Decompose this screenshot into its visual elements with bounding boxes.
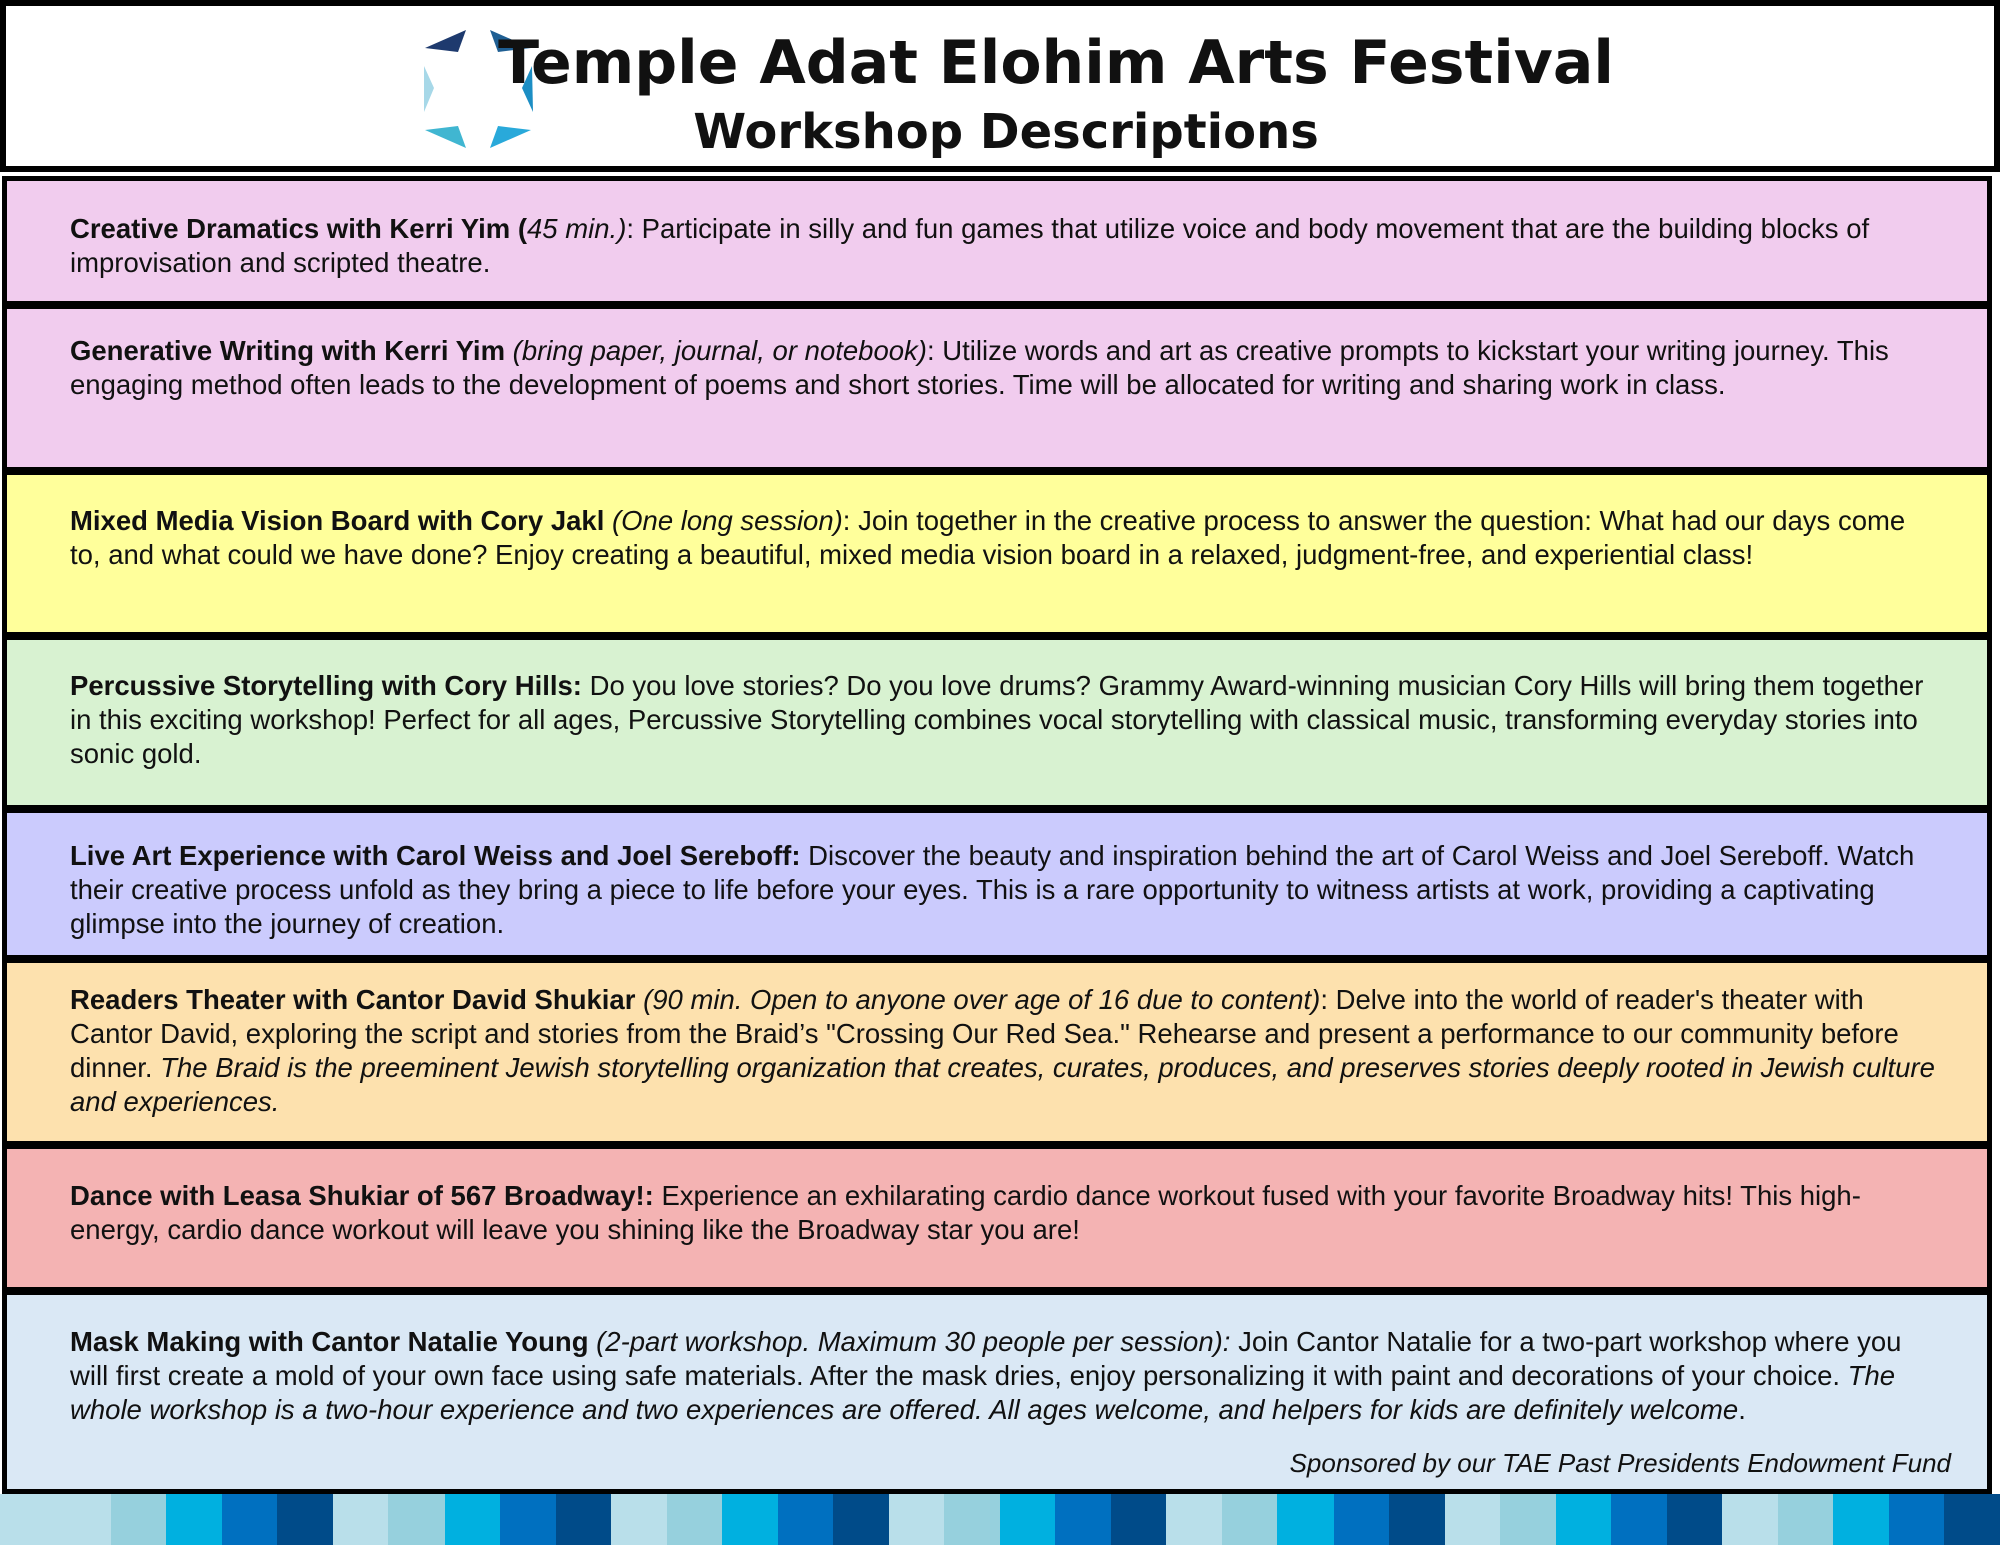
strip-block	[1722, 1494, 1778, 1545]
page-subtitle: Workshop Descriptions	[693, 104, 1319, 160]
strip-block	[166, 1494, 222, 1545]
workshop-description: : Join together in the creative process to answer the question: What had our days come to, and what could we have done? Enjoy creating a beautiful, mixed media vision board in a relaxed, judgment-free, and experiential class!	[70, 505, 1906, 570]
strip-block	[1000, 1494, 1055, 1545]
strip-block	[722, 1494, 778, 1545]
workshop-heading: Live Art Experience with Carol Weiss and Joel Sereboff:	[70, 840, 801, 871]
workshop-note: 45 min.)	[527, 213, 627, 244]
strip-block	[944, 1494, 1000, 1545]
workshop-note: (bring paper, journal, or notebook)	[505, 335, 927, 366]
page-header	[0, 0, 2000, 172]
strip-block	[333, 1494, 388, 1545]
workshop-description: Join Cantor Natalie for a two-part workshop where you will first create a mold of your own face using safe materials. After the mask dries, enjoy personalizing it with paint and decorations of your choice.	[70, 1326, 1902, 1391]
workshop-heading: Dance with Leasa Shukiar of 567 Broadway!:	[70, 1180, 654, 1211]
workshop-description: Discover the beauty and inspiration behind the art of Carol Weiss and Joel Sereboff. Watch their creative process unfold as they bring a piece to life before your eyes. This is a rare opportunity to witness artists at work, providing a captivating glimpse into the journey of creation.	[70, 840, 1915, 939]
workshop-readers-theater	[2, 958, 1992, 1146]
workshop-note: (90 min. Open to anyone over age of 16 due to content)	[635, 984, 1321, 1015]
strip-block	[1500, 1494, 1556, 1545]
workshop-creative-dramatics: Creative Dramatics with Kerri Yim (45 min.): Participate in silly and fun games that utilize voice and body movement that are the building blocks of improvisation and scripted theatre.	[2, 176, 1992, 306]
workshop-dance	[2, 1144, 1992, 1292]
workshop-percussive-storytelling	[2, 635, 1992, 810]
strip-block	[667, 1494, 722, 1545]
workshop-note: (One long session)	[604, 505, 843, 536]
strip-block	[1667, 1494, 1722, 1545]
strip-block	[1889, 1494, 1944, 1545]
strip-block	[500, 1494, 556, 1545]
workshop-description: : Utilize words and art as creative prompts to kickstart your writing journey. This engaging method often leads to the development of poems and short stories. Time will be allocated for writing and sharing work in class.	[70, 335, 1889, 400]
workshop-heading: Mixed Media Vision Board with Cory Jakl	[70, 505, 605, 536]
workshop-heading: Creative Dramatics with Kerri Yim	[70, 213, 511, 244]
workshop-description: : Participate in silly and fun games that utilize voice and body movement that are the building blocks of improvisation and scripted theatre.	[70, 213, 1870, 278]
workshop-note-secondary: The Braid is the preeminent Jewish storytelling organization that creates, curates, produces, and preserves stories deeply rooted in Jewish culture and experiences.	[70, 1052, 1935, 1117]
strip-block	[111, 1494, 166, 1545]
strip-block	[556, 1494, 611, 1545]
strip-block	[1055, 1494, 1111, 1545]
workshop-vision-board	[2, 470, 1992, 637]
strip-block	[277, 1494, 333, 1545]
strip-block	[0, 1494, 55, 1545]
workshop-description: Experience an exhilarating cardio dance workout fused with your favorite Broadway hits! This high-energy, cardio dance workout will leave you shining like the Broadway star you are!	[70, 1180, 1861, 1245]
strip-block	[1778, 1494, 1833, 1545]
strip-block	[1334, 1494, 1389, 1545]
workshop-mask-making: Mask Making with Cantor Natalie Young (2-part workshop. Maximum 30 people per session): Join Cantor Natalie for a two-part workshop where you will first create a mold of your own face using safe materials. After the mask dries, enjoy personalizing it with paint and decorations of your choice. The whole workshop is a two-hour experience and two experiences are offered. All ages welcome, and helpers for kids are definitely welcome. Sponsored by our TAE Past Presidents Endowment Fund	[2, 1290, 1992, 1494]
workshop-description: Do you love stories? Do you love drums? Grammy Award-winning musician Cory Hills will bring them together in this exciting workshop! Perfect for all ages, Percussive Storytelling combines vocal storytelling with classical music, transforming everyday stories into sonic gold.	[70, 670, 1924, 769]
workshop-note: (2-part workshop. Maximum 30 people per session):	[588, 1326, 1231, 1357]
strip-block	[1833, 1494, 1889, 1545]
strip-block	[1111, 1494, 1166, 1545]
strip-block	[1445, 1494, 1500, 1545]
workshop-heading: Mask Making with Cantor Natalie Young	[70, 1326, 589, 1357]
strip-block	[778, 1494, 833, 1545]
strip-block	[55, 1494, 111, 1545]
workshop-description: : Delve into the world of reader's theater with Cantor David, exploring the script and stories from the Braid’s "Crossing Our Red Sea." Rehearse and present a performance to our community before dinner.	[70, 984, 1899, 1083]
strip-block	[222, 1494, 277, 1545]
strip-block	[1389, 1494, 1445, 1545]
strip-block	[1944, 1494, 2000, 1545]
strip-block	[1222, 1494, 1277, 1545]
strip-block	[611, 1494, 667, 1545]
strip-block	[833, 1494, 889, 1545]
page-title: Temple Adat Elohim Arts Festival	[498, 28, 1614, 98]
workshop-generative-writing	[2, 304, 1992, 472]
strip-block	[445, 1494, 500, 1545]
strip-block	[1556, 1494, 1611, 1545]
workshop-heading: Generative Writing with Kerri Yim	[70, 335, 506, 366]
workshop-heading: Percussive Storytelling with Cory Hills:	[70, 670, 582, 701]
workshop-live-art	[2, 808, 1992, 960]
workshop-heading: Readers Theater with Cantor David Shukiar	[70, 984, 636, 1015]
strip-block	[1611, 1494, 1667, 1545]
workshop-note-secondary: The whole workshop is a two-hour experience and two experiences are offered. All ages welcome, and helpers for kids are definitely welcome	[70, 1360, 1896, 1425]
decorative-color-strip	[0, 1494, 2000, 1545]
strip-block	[388, 1494, 444, 1545]
strip-block	[889, 1494, 944, 1545]
strip-block	[1166, 1494, 1222, 1545]
sponsor-note: Sponsored by our TAE Past Presidents Endowment Fund	[1289, 1448, 1951, 1478]
strip-block	[1277, 1494, 1333, 1545]
